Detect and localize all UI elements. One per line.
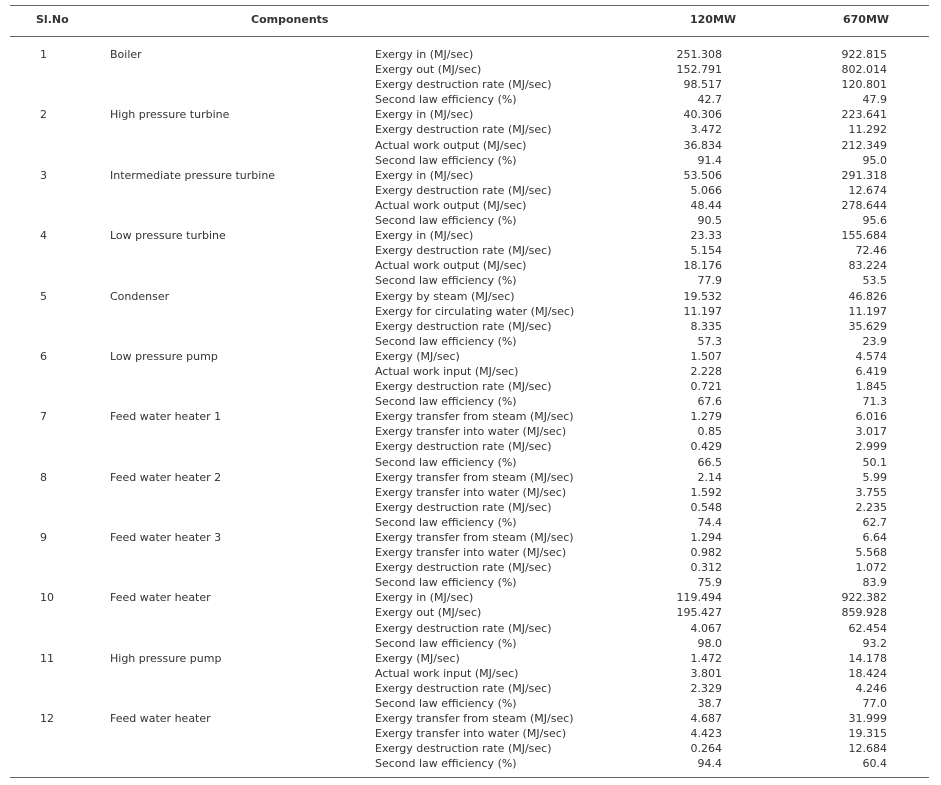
value-670mw-cell: 31.999 (848, 712, 887, 726)
parameter-cell: Exergy in (MJ/sec) (375, 591, 474, 605)
value-120mw-cell: 0.85 (697, 425, 722, 439)
parameter-cell: Exergy destruction rate (MJ/sec) (375, 742, 552, 756)
table-row (0, 621, 941, 636)
table-top-rule (10, 5, 929, 6)
value-120mw-cell: 1.472 (690, 651, 722, 665)
component-name-cell: Low pressure pump (110, 349, 218, 363)
parameter-cell: Actual work input (MJ/sec) (375, 364, 519, 378)
parameter-cell: Exergy transfer into water (MJ/sec) (375, 546, 567, 560)
value-670mw-cell: 212.349 (841, 138, 887, 152)
value-670mw-cell: 18.424 (848, 666, 887, 680)
header-120mw: 120MW (690, 13, 737, 26)
table-row (0, 485, 941, 500)
table-row-group (0, 590, 941, 650)
parameter-cell: Exergy destruction rate (MJ/sec) (375, 681, 552, 695)
value-120mw-cell: 75.9 (697, 576, 722, 590)
table-row (0, 530, 941, 545)
table-row (0, 319, 941, 334)
value-120mw-cell: 90.5 (697, 214, 722, 228)
value-670mw-cell: 1.072 (855, 561, 887, 575)
table-row (0, 289, 941, 304)
value-670mw-cell: 2.235 (855, 500, 887, 514)
sl-no-cell: 1 (40, 48, 47, 61)
value-670mw-cell: 11.292 (848, 123, 887, 137)
value-670mw-cell: 47.9 (862, 93, 887, 107)
table-bottom-rule (10, 777, 929, 778)
value-670mw-cell: 19.315 (848, 727, 887, 741)
table-row (0, 122, 941, 137)
value-670mw-cell: 23.9 (862, 334, 887, 348)
parameter-cell: Second law efficiency (%) (375, 636, 517, 650)
component-name-cell: Intermediate pressure turbine (110, 168, 276, 182)
table-row (0, 258, 941, 273)
component-name-cell: Condenser (110, 289, 170, 303)
value-120mw-cell: 77.9 (697, 274, 722, 288)
value-120mw-cell: 1.592 (690, 485, 722, 499)
table-row (0, 666, 941, 681)
table-row (0, 681, 941, 696)
parameter-cell: Exergy destruction rate (MJ/sec) (375, 500, 552, 514)
table-row (0, 741, 941, 756)
table-row-group (0, 409, 941, 469)
value-120mw-cell: 91.4 (697, 153, 722, 167)
header-sl-no: Sl.No (36, 13, 69, 26)
parameter-cell: Exergy destruction rate (MJ/sec) (375, 244, 552, 258)
table-row (0, 455, 941, 470)
parameter-cell: Exergy transfer into water (MJ/sec) (375, 485, 567, 499)
parameter-cell: Exergy for circulating water (MJ/sec) (375, 304, 575, 318)
table-row (0, 47, 941, 62)
value-670mw-cell: 922.815 (841, 48, 887, 61)
value-120mw-cell: 98.517 (683, 78, 722, 92)
parameter-cell: Second law efficiency (%) (375, 576, 517, 590)
value-670mw-cell: 6.419 (855, 364, 887, 378)
value-670mw-cell: 859.928 (841, 606, 887, 620)
parameter-cell: Exergy destruction rate (MJ/sec) (375, 78, 552, 92)
value-120mw-cell: 94.4 (697, 757, 722, 771)
table-row (0, 590, 941, 605)
value-120mw-cell: 8.335 (690, 319, 722, 333)
value-670mw-cell: 72.46 (855, 244, 887, 258)
value-670mw-cell: 53.5 (862, 274, 887, 288)
component-name-cell: Feed water heater (110, 591, 211, 605)
value-670mw-cell: 95.6 (862, 214, 887, 228)
table-row (0, 92, 941, 107)
sl-no-cell: 9 (40, 531, 47, 544)
table-row-group (0, 470, 941, 530)
value-120mw-cell: 119.494 (676, 591, 722, 605)
parameter-cell: Second law efficiency (%) (375, 395, 517, 409)
parameter-cell: Exergy destruction rate (MJ/sec) (375, 561, 552, 575)
header-670mw: 670MW (843, 13, 890, 26)
sl-no-cell: 5 (40, 289, 47, 303)
parameter-cell: Exergy destruction rate (MJ/sec) (375, 183, 552, 197)
table-row (0, 560, 941, 575)
table-row (0, 153, 941, 168)
value-120mw-cell: 40.306 (683, 108, 722, 122)
value-120mw-cell: 2.329 (690, 681, 722, 695)
component-name-cell: High pressure turbine (110, 108, 230, 122)
value-120mw-cell: 66.5 (697, 455, 722, 469)
parameter-cell: Exergy in (MJ/sec) (375, 108, 474, 122)
value-670mw-cell: 120.801 (841, 78, 887, 92)
parameter-cell: Actual work input (MJ/sec) (375, 666, 519, 680)
table-row-group (0, 107, 941, 167)
table-row-group (0, 349, 941, 409)
table-body (0, 47, 941, 772)
sl-no-cell: 11 (40, 651, 54, 665)
parameter-cell: Exergy destruction rate (MJ/sec) (375, 123, 552, 137)
sl-no-cell: 4 (40, 229, 47, 243)
table-row (0, 77, 941, 92)
value-120mw-cell: 5.154 (690, 244, 722, 258)
parameter-cell: Exergy in (MJ/sec) (375, 229, 474, 243)
sl-no-cell: 3 (40, 168, 47, 182)
value-120mw-cell: 57.3 (697, 334, 722, 348)
table-row (0, 696, 941, 711)
value-670mw-cell: 5.99 (862, 470, 887, 484)
table-header-rule (10, 36, 929, 37)
table-row (0, 273, 941, 288)
component-name-cell: Boiler (110, 48, 142, 61)
value-120mw-cell: 48.44 (690, 198, 722, 212)
parameter-cell: Exergy out (MJ/sec) (375, 63, 482, 77)
value-120mw-cell: 53.506 (683, 168, 722, 182)
value-120mw-cell: 3.801 (690, 666, 722, 680)
value-120mw-cell: 38.7 (697, 697, 722, 711)
value-120mw-cell: 1.279 (690, 410, 722, 424)
parameter-cell: Exergy (MJ/sec) (375, 349, 460, 363)
value-120mw-cell: 0.982 (690, 546, 722, 560)
value-670mw-cell: 2.999 (855, 440, 887, 454)
value-670mw-cell: 4.246 (855, 681, 887, 695)
sl-no-cell: 12 (40, 712, 54, 726)
header-components: Components (251, 13, 329, 26)
table-row (0, 198, 941, 213)
value-670mw-cell: 77.0 (862, 697, 887, 711)
value-120mw-cell: 1.507 (690, 349, 722, 363)
value-120mw-cell: 19.532 (683, 289, 722, 303)
table-row (0, 228, 941, 243)
value-120mw-cell: 42.7 (697, 93, 722, 107)
table-row (0, 651, 941, 666)
sl-no-cell: 7 (40, 410, 47, 424)
component-name-cell: Feed water heater 3 (110, 531, 222, 544)
parameter-cell: Exergy (MJ/sec) (375, 651, 460, 665)
table-row (0, 213, 941, 228)
value-670mw-cell: 11.197 (848, 304, 887, 318)
table-row-group (0, 47, 941, 107)
table-row (0, 515, 941, 530)
table-row (0, 500, 941, 515)
value-120mw-cell: 195.427 (676, 606, 722, 620)
table-row (0, 409, 941, 424)
value-670mw-cell: 802.014 (841, 63, 887, 77)
value-670mw-cell: 62.454 (848, 621, 887, 635)
table-row (0, 424, 941, 439)
table-row (0, 243, 941, 258)
table-row (0, 439, 941, 454)
value-120mw-cell: 152.791 (676, 63, 722, 77)
value-670mw-cell: 60.4 (862, 757, 887, 771)
parameter-cell: Second law efficiency (%) (375, 153, 517, 167)
table-row (0, 349, 941, 364)
component-name-cell: Feed water heater 2 (110, 470, 222, 484)
value-120mw-cell: 4.687 (690, 712, 722, 726)
table-row (0, 636, 941, 651)
value-120mw-cell: 0.312 (690, 561, 722, 575)
parameter-cell: Exergy destruction rate (MJ/sec) (375, 440, 552, 454)
value-120mw-cell: 3.472 (690, 123, 722, 137)
parameter-cell: Exergy out (MJ/sec) (375, 606, 482, 620)
parameter-cell: Second law efficiency (%) (375, 757, 517, 771)
value-670mw-cell: 155.684 (841, 229, 887, 243)
parameter-cell: Exergy transfer from steam (MJ/sec) (375, 712, 574, 726)
table-row (0, 168, 941, 183)
value-670mw-cell: 14.178 (848, 651, 887, 665)
parameter-cell: Second law efficiency (%) (375, 697, 517, 711)
table-row (0, 62, 941, 77)
parameter-cell: Exergy transfer from steam (MJ/sec) (375, 410, 574, 424)
value-120mw-cell: 23.33 (690, 229, 722, 243)
value-670mw-cell: 922.382 (841, 591, 887, 605)
value-120mw-cell: 18.176 (683, 259, 722, 273)
component-name-cell: Feed water heater (110, 712, 211, 726)
value-670mw-cell: 6.64 (862, 531, 887, 544)
value-120mw-cell: 251.308 (676, 48, 722, 61)
table-row-group (0, 651, 941, 711)
table-row (0, 605, 941, 620)
value-120mw-cell: 4.067 (690, 621, 722, 635)
value-120mw-cell: 74.4 (697, 515, 722, 529)
parameter-cell: Exergy in (MJ/sec) (375, 168, 474, 182)
parameter-cell: Exergy by steam (MJ/sec) (375, 289, 515, 303)
sl-no-cell: 10 (40, 591, 54, 605)
value-670mw-cell: 93.2 (862, 636, 887, 650)
component-name-cell: High pressure pump (110, 651, 222, 665)
sl-no-cell: 2 (40, 108, 47, 122)
table-row-group (0, 530, 941, 590)
parameter-cell: Actual work output (MJ/sec) (375, 198, 527, 212)
parameter-cell: Second law efficiency (%) (375, 93, 517, 107)
parameter-cell: Exergy in (MJ/sec) (375, 48, 474, 61)
value-670mw-cell: 12.674 (848, 183, 887, 197)
table-row-group (0, 711, 941, 771)
value-670mw-cell: 46.826 (848, 289, 887, 303)
parameter-cell: Actual work output (MJ/sec) (375, 259, 527, 273)
value-120mw-cell: 4.423 (690, 727, 722, 741)
parameter-cell: Exergy destruction rate (MJ/sec) (375, 319, 552, 333)
parameter-cell: Second law efficiency (%) (375, 274, 517, 288)
table-row (0, 756, 941, 771)
component-name-cell: Feed water heater 1 (110, 410, 222, 424)
table-row (0, 107, 941, 122)
table-row (0, 138, 941, 153)
value-670mw-cell: 5.568 (855, 546, 887, 560)
value-120mw-cell: 36.834 (683, 138, 722, 152)
value-670mw-cell: 6.016 (855, 410, 887, 424)
parameter-cell: Exergy transfer from steam (MJ/sec) (375, 531, 574, 544)
value-120mw-cell: 0.264 (690, 742, 722, 756)
table-row-group (0, 168, 941, 228)
table-row (0, 394, 941, 409)
value-120mw-cell: 2.14 (697, 470, 722, 484)
value-670mw-cell: 3.755 (855, 485, 887, 499)
table-row (0, 726, 941, 741)
value-670mw-cell: 83.9 (862, 576, 887, 590)
parameter-cell: Second law efficiency (%) (375, 214, 517, 228)
value-120mw-cell: 1.294 (690, 531, 722, 544)
parameter-cell: Actual work output (MJ/sec) (375, 138, 527, 152)
value-670mw-cell: 12.684 (848, 742, 887, 756)
value-670mw-cell: 62.7 (862, 515, 887, 529)
parameter-cell: Exergy destruction rate (MJ/sec) (375, 621, 552, 635)
component-name-cell: Low pressure turbine (110, 229, 226, 243)
value-120mw-cell: 0.548 (690, 500, 722, 514)
parameter-cell: Second law efficiency (%) (375, 515, 517, 529)
parameter-cell: Exergy transfer into water (MJ/sec) (375, 727, 567, 741)
parameter-cell: Exergy transfer from steam (MJ/sec) (375, 470, 574, 484)
table-row (0, 711, 941, 726)
value-120mw-cell: 5.066 (690, 183, 722, 197)
value-120mw-cell: 11.197 (683, 304, 722, 318)
table-row-group (0, 289, 941, 349)
value-670mw-cell: 3.017 (855, 425, 887, 439)
parameter-cell: Second law efficiency (%) (375, 455, 517, 469)
value-670mw-cell: 50.1 (862, 455, 887, 469)
value-670mw-cell: 291.318 (841, 168, 887, 182)
table-row-group (0, 228, 941, 288)
value-120mw-cell: 0.429 (690, 440, 722, 454)
value-120mw-cell: 0.721 (690, 380, 722, 394)
table-row (0, 183, 941, 198)
sl-no-cell: 8 (40, 470, 47, 484)
parameter-cell: Exergy transfer into water (MJ/sec) (375, 425, 567, 439)
value-670mw-cell: 83.224 (848, 259, 887, 273)
value-670mw-cell: 71.3 (862, 395, 887, 409)
table-row (0, 470, 941, 485)
value-120mw-cell: 2.228 (690, 364, 722, 378)
parameter-cell: Second law efficiency (%) (375, 334, 517, 348)
table-row (0, 575, 941, 590)
value-670mw-cell: 1.845 (855, 380, 887, 394)
value-670mw-cell: 95.0 (862, 153, 887, 167)
table-row (0, 304, 941, 319)
value-670mw-cell: 278.644 (841, 198, 887, 212)
parameter-cell: Exergy destruction rate (MJ/sec) (375, 380, 552, 394)
table-row (0, 334, 941, 349)
table-row (0, 545, 941, 560)
sl-no-cell: 6 (40, 349, 47, 363)
value-670mw-cell: 35.629 (848, 319, 887, 333)
value-670mw-cell: 223.641 (841, 108, 887, 122)
table-row (0, 364, 941, 379)
value-120mw-cell: 67.6 (697, 395, 722, 409)
table-row (0, 379, 941, 394)
value-670mw-cell: 4.574 (855, 349, 887, 363)
value-120mw-cell: 98.0 (697, 636, 722, 650)
